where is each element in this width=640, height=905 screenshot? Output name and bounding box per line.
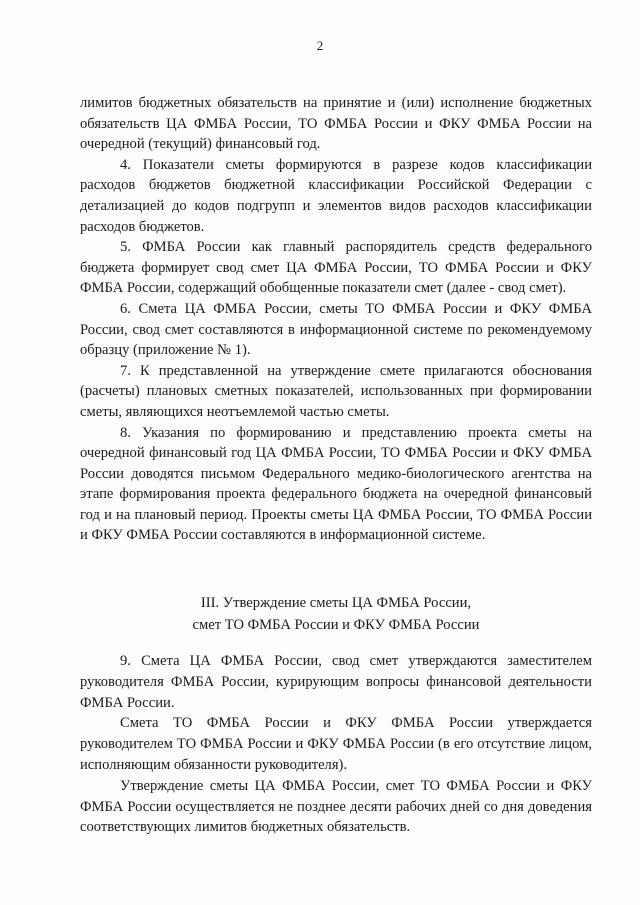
- section-2-continuation: [80, 93, 592, 546]
- paragraph-9-approval-deadline: Утверждение сметы ЦА ФМБА России, смет ТО ФМБА России и ФКУ ФМБА России осуществляется не позднее десяти рабочих дней со дня доведения соответствующих лимитов бюджетных обязательств.: [80, 777, 592, 836]
- paragraph-9: 9. Смета ЦА ФМБА России, свод смет утверждаются заместителем руководителя ФМБА России, курирующим вопросы финансовой деятельности ФМБА России.: [80, 653, 592, 711]
- page-number: 2: [316, 38, 324, 53]
- section-3-heading-line-2: смет ТО ФМБА России и ФКУ ФМБА России: [192, 617, 480, 633]
- paragraph-7: 7. К представленной на утверждение смете прилагаются обоснования (расчеты) плановых сметных показателей, использованных при формировании сметы, являющихся неотъемлемой частью сметы.: [80, 362, 592, 420]
- section-3-heading: [80, 592, 592, 636]
- paragraph-limits-continuation: лимитов бюджетных обязательств на принятие и (или) исполнение бюджетных обязательств ЦА ФМБА России, ТО ФМБА России и ФКУ ФМБА России на очередной (текущий) финансовый год.: [80, 95, 592, 153]
- paragraph-6: 6. Смета ЦА ФМБА России, сметы ТО ФМБА России и ФКУ ФМБА России, свод смет составляются в информационной системе по рекомендуемому образцу (приложение № 1).: [80, 300, 592, 359]
- paragraph-5: 5. ФМБА России как главный распорядитель средств федерального бюджета формирует свод смет ЦА ФМБА России, ТО ФМБА России и ФКУ ФМБА России, содержащий обобщенные показатели смет (далее - свод смет).: [80, 239, 592, 297]
- section-3-heading-line-1: III. Утверждение сметы ЦА ФМБА России,: [200, 595, 472, 611]
- paragraph-8: 8. Указания по формированию и представлению проекта сметы на очередной финансовый год ЦА ФМБА России, ТО ФМБА России и ФКУ ФМБА России доводятся письмом Федерального медико-биологического агентства на этапе формирования проекта федерального бюджета на очередной финансовый год и на плановый период. Проекты сметы ЦА ФМБА России, ТО ФМБА России и ФКУ ФМБА России составляются в информационной системе.: [80, 424, 592, 544]
- paragraph-9-to-smeta: Смета ТО ФМБА России и ФКУ ФМБА России утверждается руководителем ТО ФМБА России и ФКУ ФМБА России (в его отсутствие лицом, исполняющим обязанности руководителя).: [80, 715, 592, 773]
- section-3-body: [80, 651, 592, 838]
- paragraph-4: 4. Показатели сметы формируются в разрезе кодов классификации расходов бюджетов бюджетной классификации Российской Федерации с детализацией до кодов подгрупп и элементов видов расходов классификации расходов бюджетов.: [80, 156, 592, 235]
